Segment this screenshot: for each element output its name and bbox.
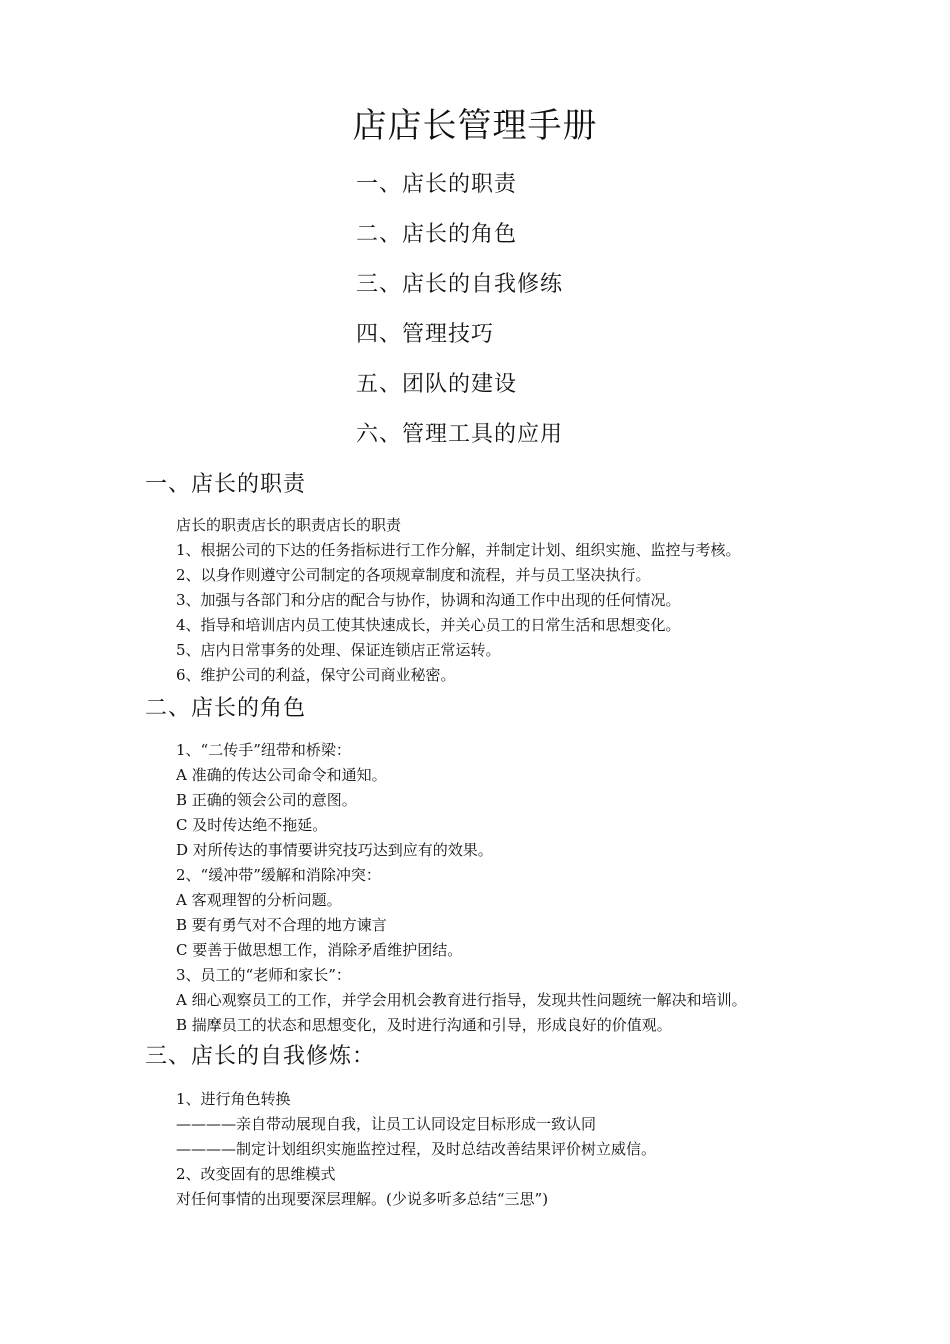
section-heading: 二、店长的角色 [145, 696, 307, 721]
paragraph-line: ————亲自带动展现自我，让员工认同设定目标形成一致认同 [176, 1115, 597, 1133]
paragraph-line: ————制定计划组织实施监控过程，及时总结改善结果评价树立威信。 [176, 1140, 657, 1158]
toc-item: 二、店长的角色 [356, 222, 518, 247]
paragraph-line: 4、指导和培训店内员工使其快速成长，并关心员工的日常生活和思想变化。 [176, 616, 681, 634]
paragraph-line: 1、“二传手”纽带和桥梁： [176, 741, 351, 759]
toc-item: 六、管理工具的应用 [356, 422, 564, 447]
section-body [176, 515, 741, 690]
section-body [176, 1089, 656, 1214]
toc-item: 三、店长的自我修练 [356, 272, 564, 297]
paragraph-line: C 要善于做思想工作，消除矛盾维护团结。 [176, 941, 463, 959]
paragraph-line: 2、改变固有的思维模式 [176, 1165, 336, 1183]
section-body [176, 740, 747, 1040]
paragraph-line: 1、进行角色转换 [176, 1090, 291, 1108]
paragraph-line: 对任何事情的出现要深层理解。(少说多听多总结“三思”) [176, 1190, 549, 1208]
toc-item: 一、店长的职责 [356, 172, 518, 197]
section-heading: 一、店长的职责 [145, 472, 307, 497]
paragraph-line: 3、加强与各部门和分店的配合与协作，协调和沟通工作中出现的任何情况。 [176, 591, 681, 609]
paragraph-line: D 对所传达的事情要讲究技巧达到应有的效果。 [176, 841, 493, 859]
paragraph-line: 6、维护公司的利益，保守公司商业秘密。 [176, 666, 456, 684]
paragraph-line: 2、“缓冲带”缓解和消除冲突： [176, 866, 381, 884]
section-heading: 三、店长的自我修炼： [145, 1044, 376, 1069]
paragraph-line: 1、根据公司的下达的任务指标进行工作分解，并制定计划、组织实施、监控与考核。 [176, 541, 741, 559]
paragraph-line: C 及时传达绝不拖延。 [176, 816, 328, 834]
paragraph-line: 5、店内日常事务的处理、保证连锁店正常运转。 [176, 641, 501, 659]
paragraph-line: 2、以身作则遵守公司制定的各项规章制度和流程，并与员工坚决执行。 [176, 566, 651, 584]
paragraph-line: 3、员工的“老师和家长”： [176, 966, 351, 984]
paragraph-line: B 揣摩员工的状态和思想变化，及时进行沟通和引导，形成良好的价值观。 [176, 1016, 672, 1034]
paragraph-line: A 细心观察员工的工作，并学会用机会教育进行指导，发现共性问题统一解决和培训。 [176, 991, 747, 1009]
toc-item: 四、管理技巧 [356, 322, 495, 347]
paragraph-line: B 正确的领会公司的意图。 [176, 791, 357, 809]
toc-item: 五、团队的建设 [356, 372, 518, 397]
paragraph-line: B 要有勇气对不合理的地方谏言 [176, 916, 387, 934]
paragraph-line: A 准确的传达公司命令和通知。 [176, 766, 387, 784]
paragraph-line: A 客观理智的分析问题。 [176, 891, 342, 909]
document-title: 店店长管理手册 [352, 106, 598, 146]
paragraph-line: 店长的职责店长的职责店长的职责 [176, 516, 402, 534]
table-of-contents [356, 170, 563, 470]
